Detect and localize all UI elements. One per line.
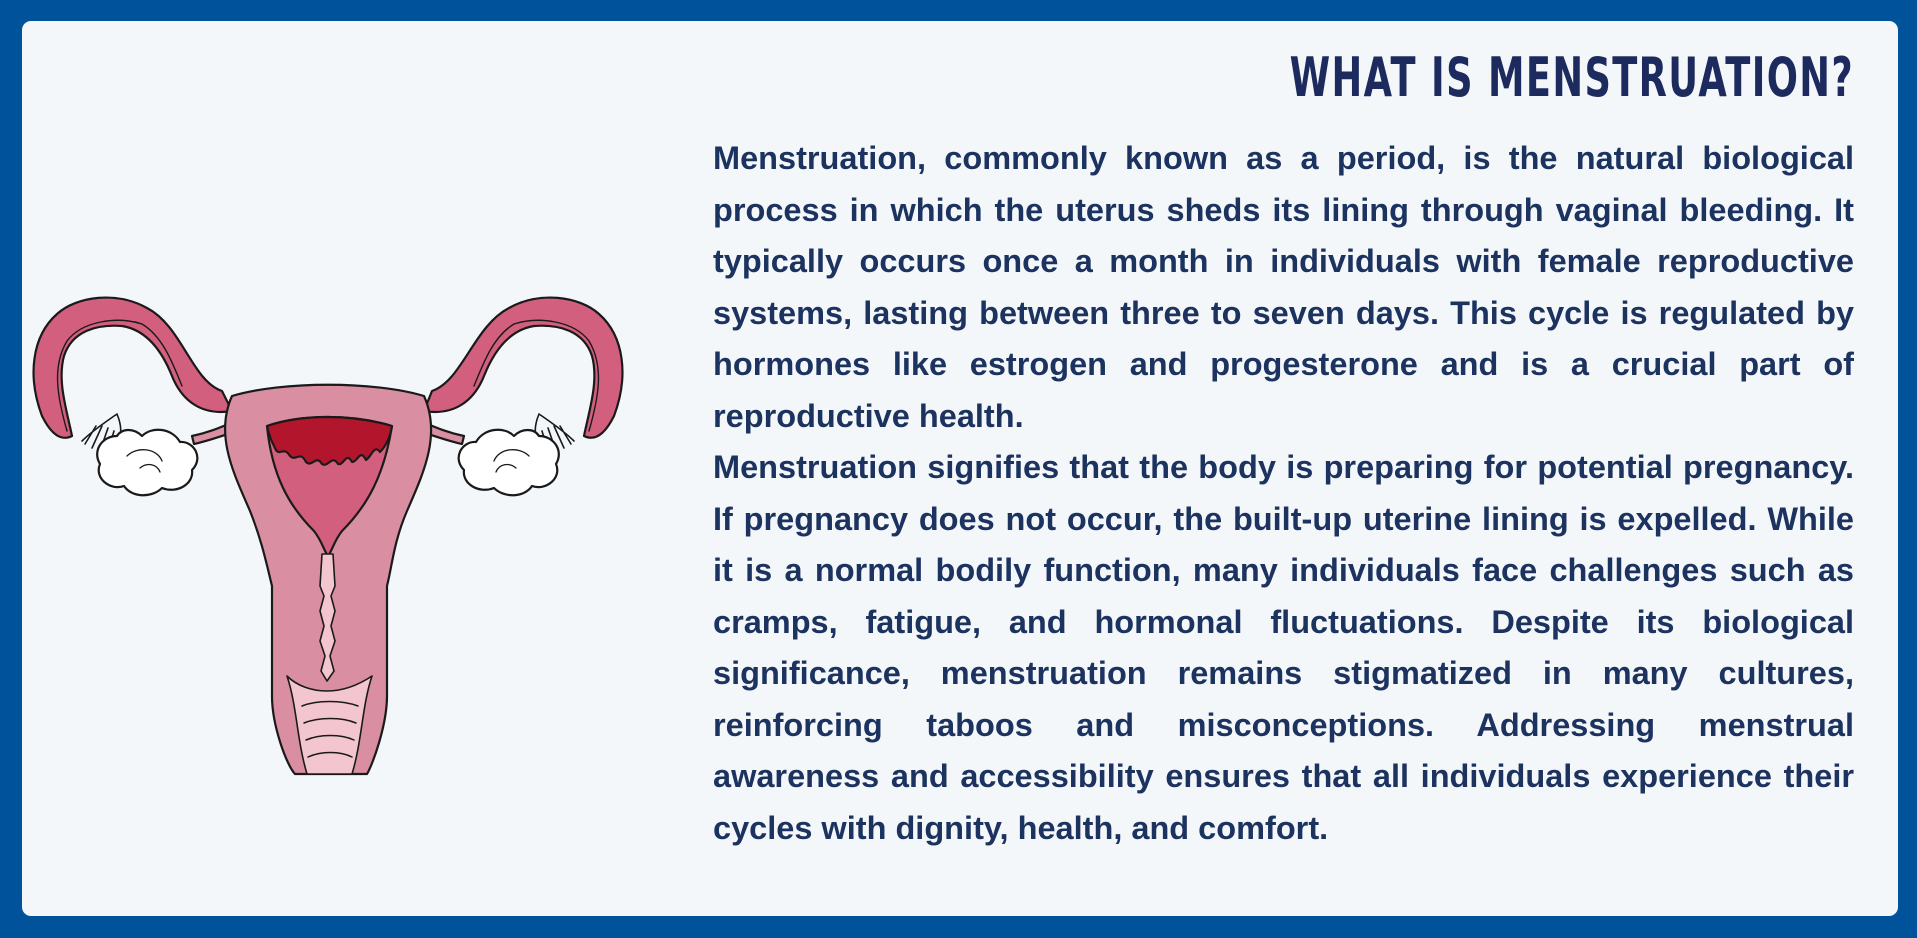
paragraph-1: Menstruation, commonly known as a period, is the natural biological process in which the uterus sheds its lining through vaginal bleeding. It typically occurs once a month in individuals with female reproductive systems, lasting between three to seven days. This cycle is regulated by hormones like estrogen and progesterone and is a crucial part of reproductive health. <box>713 140 1854 434</box>
uterus-illustration <box>22 286 634 776</box>
paragraph-2: Menstruation signifies that the body is preparing for potential pregnancy. If pregnancy does not occur, the built-up uterine lining is expelled. While it is a normal bodily function, many individuals face challenges such as cramps, fatigue, and hormonal fluctuations. Despite its biological significance, menstruation remains stigmatized in many cultures, reinforcing taboos and misconceptions. Addressing menstrual awareness and accessibility ensures that all individuals experience their cycles with dignity, health, and comfort. <box>713 449 1854 846</box>
body-text <box>713 133 1854 854</box>
page-title: WHAT IS MENSTRUATION? <box>1289 46 1854 109</box>
right-ovary <box>459 430 559 496</box>
left-ovary <box>97 430 197 496</box>
content-card <box>22 21 1898 916</box>
